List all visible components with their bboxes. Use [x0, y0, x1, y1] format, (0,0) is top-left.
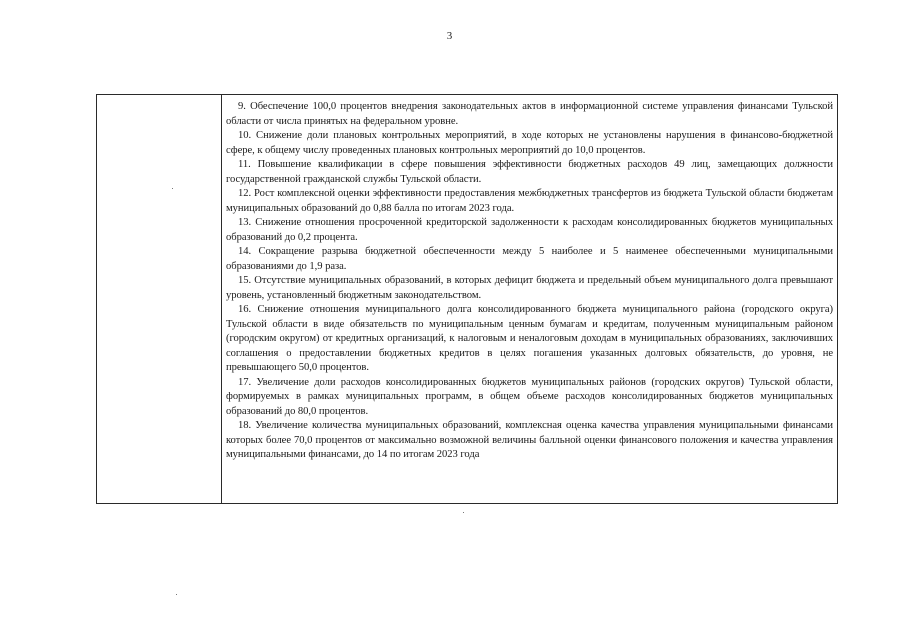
list-item: 16. Снижение отношения муниципального долга консолидированного бюджета муниципального района (городского округа) Тульской области в виде обязательств по муниципальным ценным бумагам и кредитам, полученным муниципальным районом (городским округом) от кредитных организаций, к налоговым и неналоговым доходам в муниципальных образованиях, заключивших соглашения о предоставлении бюджетных кредитов в целях погашения указанных долговых обязательств, до уровня, не превышающего 50,0 процентов. — [226, 304, 833, 373]
list-item: 15. Отсутствие муниципальных образований, в которых дефицит бюджета и предельный объем муниципального долга превышают уровень, установленный бюджетным законодательством. — [226, 275, 833, 301]
scan-speck — [176, 594, 177, 595]
list-item: 10. Снижение доли плановых контрольных мероприятий, в ходе которых не установлены нарушения в финансово-бюджетной сфере, к общему числу проведенных плановых контрольных мероприятий до 10,0 процентов. — [226, 130, 833, 156]
list-item: 13. Снижение отношения просроченной кредиторской задолженности к расходам консолидированных бюджетов муниципальных образований до 0,2 процента. — [226, 217, 833, 243]
list-item: 12. Рост комплексной оценки эффективности предоставления межбюджетных трансфертов из бюджета Тульской области бюджетам муниципальных образований до 0,88 балла по итогам 2023 года. — [226, 188, 833, 214]
list-item: 14. Сокращение разрыва бюджетной обеспеченности между 5 наиболее и 5 наименее обеспеченными муниципальными образованиями до 1,9 раза. — [226, 246, 833, 272]
scan-speck — [463, 512, 464, 513]
table-right-cell — [222, 95, 837, 503]
list-item: 17. Увеличение доли расходов консолидированных бюджетов муниципальных районов (городских округов) Тульской области, формируемых в рамках муниципальных программ, в общем объеме расходов консолидированных бюджетов муниципальных образований до 80,0 процентов. — [226, 376, 833, 417]
results-table — [96, 94, 838, 504]
table-left-cell — [97, 95, 222, 503]
list-item: 9. Обеспечение 100,0 процентов внедрения законодательных актов в информационной системе управления финансами Тульской области от числа принятых на федеральном уровне. — [226, 101, 833, 127]
list-item: 11. Повышение квалификации в сфере повышения эффективности бюджетных расходов 49 лиц, замещающих должности государственной гражданской службы Тульской области. — [226, 159, 833, 185]
scan-speck — [172, 188, 173, 189]
page-number: 3 — [446, 30, 453, 42]
list-item: 18. Увеличение количества муниципальных образований, комплексная оценка качества управления муниципальными финансами которых более 70,0 процентов от максимально возможной величины балльной оценки финансового положения и качества управления муниципальными финансами, до 14 по итогам 2023 года — [226, 420, 833, 460]
